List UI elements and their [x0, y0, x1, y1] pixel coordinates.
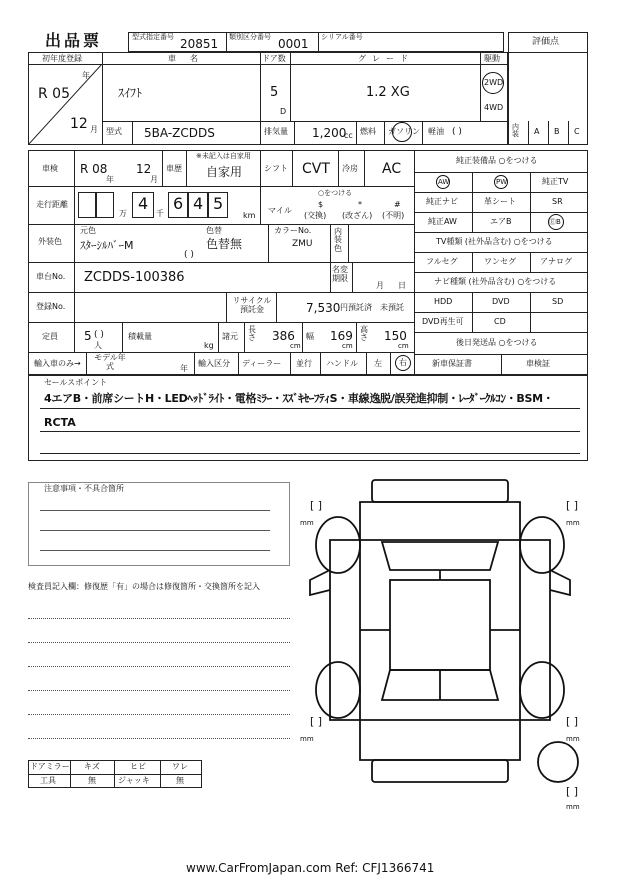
recycle-status2: 未預託 [380, 303, 404, 312]
equip-aw: AW [438, 178, 450, 186]
equip-airbag: エアB [490, 217, 512, 226]
meter-opt1: (交換) [304, 211, 327, 220]
tire-bracket-spare: [ ] [566, 785, 579, 798]
wheel-front-right [520, 517, 564, 573]
meter-circle-note: ○をつける [318, 189, 353, 197]
car-mirror-right [550, 570, 570, 595]
equip-genuine-aw: 純正AW [428, 217, 457, 226]
fuel-value: ガソリン [388, 127, 420, 136]
sales-points-line2: RCTA [44, 416, 76, 429]
import-type-label: 輸入区分 [198, 359, 230, 368]
equip-sr: SR [552, 197, 563, 206]
diagonal-divider [28, 64, 102, 145]
drive-2wd: 2WD [484, 78, 504, 87]
history-note: ※未記入は自家用 [196, 152, 251, 160]
car-mirror-left [310, 570, 330, 595]
defects-box [28, 482, 290, 566]
inspection-year: R 08 [80, 162, 108, 176]
items-value-jack: ジャッキ [118, 776, 150, 785]
model-year-unit: 年 [180, 364, 188, 373]
navi-cd: CD [494, 317, 506, 326]
items-header-break: ワレ [172, 762, 188, 771]
defects-label: 注意事項・不具合箇所 [44, 484, 124, 493]
sales-points-label: セールスポイント [44, 378, 108, 387]
equip-eb: ⒺB [549, 218, 561, 226]
parallel-label: 並行 [296, 359, 312, 368]
ac-value: AC [382, 161, 402, 177]
navi-sd: SD [552, 297, 564, 306]
tire-bracket-fl: [ ] [310, 499, 323, 512]
width-unit: cm [342, 342, 353, 350]
sales-points-box [28, 375, 588, 461]
tv-type-label: TV種類 (社外品含む) ○をつける [436, 237, 553, 246]
year-unit: 年 [82, 71, 90, 80]
mileage-digit-box-2 [96, 192, 114, 218]
items-value-tools-state: 無 [88, 776, 96, 785]
class-label: 類別区分番号 [229, 33, 271, 41]
color-code-value: ZMU [292, 239, 313, 249]
sales-points-line1: 4エアB・前席シートH・LEDﾍｯﾄﾞﾗｲﾄ・電格ﾐﾗｰ・ｽｽﾞｷｾｰﾌﾃｨS・車線逸脱/誤発進抑制・ﾚｰﾀﾞｰｸﾙｺﾝ・BSM・ [44, 392, 554, 405]
mileage-digit-box-1 [78, 192, 96, 218]
color-change-value: 色替無 [206, 237, 243, 251]
mileage-km-unit: km [243, 211, 256, 220]
tire-bracket-fr: [ ] [566, 499, 579, 512]
equip-pw: PW [496, 178, 508, 186]
right-label: 右 [399, 358, 407, 367]
items-value-jack-state: 無 [176, 776, 184, 785]
meter-opt2: (改ざん) [342, 211, 373, 220]
doors-suffix: D [280, 107, 287, 116]
capacity-paren: ( ) [94, 330, 104, 340]
model-value: 5BA-ZCDDS [144, 126, 215, 140]
height-label: 高さ [360, 325, 368, 343]
car-diagram [290, 470, 590, 810]
inspection-month-unit: 月 [150, 175, 158, 184]
height-value: 150 [384, 329, 407, 343]
orig-color-label: 元色 [80, 226, 96, 235]
interior-label: 内装 [512, 123, 519, 138]
meter-opt1-sym: $ [318, 200, 324, 209]
displacement-unit: cc [344, 131, 353, 140]
genuine-label: 純正装備品 ○をつける [456, 156, 538, 165]
model-spec-label: 型式指定番号 [132, 33, 174, 41]
items-header-crack: ヒビ [130, 762, 146, 771]
capacity-unit: 人 [94, 341, 102, 350]
wheel-rear-left [316, 662, 360, 718]
spare-wheel [538, 742, 578, 782]
meter-opt3-sym: # [394, 200, 401, 209]
later-inspection-cert: 車検証 [526, 359, 550, 368]
drive-label: 駆動 [484, 54, 500, 63]
left-label: 左 [374, 359, 382, 368]
displacement-label: 排気量 [264, 127, 288, 136]
navi-dvd: DVD [492, 297, 510, 306]
color-no-label: 色替 [206, 226, 222, 235]
tv-oneseg: ワンセグ [484, 257, 516, 266]
tire-bracket-rr: [ ] [566, 715, 579, 728]
chassis-label: 車台No. [36, 272, 66, 281]
rating-label: 評価点 [532, 37, 560, 47]
mileage-digit-1: 4 [138, 194, 149, 213]
dealer-label: ディーラー [242, 359, 282, 368]
name-change-day: 日 [398, 281, 406, 290]
tire-unit-fr: mm [566, 519, 580, 527]
first-reg-label: 初年度登録 [42, 54, 82, 63]
shift-value: CVT [302, 161, 330, 177]
name-change-month: 月 [376, 281, 384, 290]
tire-unit-fl: mm [300, 519, 314, 527]
mileage-man-unit: 万 [119, 209, 127, 218]
model-label: 型式 [106, 127, 122, 136]
equip-genuine-navi: 純正ナビ [426, 197, 458, 206]
mileage-digit-2: 6 [173, 194, 184, 213]
inspection-year-unit: 年 [106, 175, 114, 184]
car-windshield [382, 542, 498, 570]
load-label: 積載量 [128, 332, 152, 341]
color-value: ｽﾀｰｼﾙﾊﾞｰM [80, 239, 134, 252]
mileage-digit-3: 4 [193, 194, 204, 213]
fuel-label: 燃料 [360, 127, 376, 136]
later-warranty: 新車保証書 [432, 359, 472, 368]
color-paren: ( ) [184, 250, 194, 260]
history-label: 車歴 [166, 164, 182, 173]
meter-opt2-sym: * [358, 200, 362, 209]
class-value: 0001 [278, 37, 309, 51]
shift-label: シフト [264, 164, 288, 173]
tire-unit-spare: mm [566, 803, 580, 811]
car-body-left [330, 540, 360, 720]
handle-label: ハンドル [326, 359, 358, 368]
fuel-paren: ( ) [452, 127, 462, 137]
chassis-value: ZCDDS-100386 [84, 270, 185, 285]
interior-grade-c: C [574, 127, 580, 136]
navi-dvd-play: DVD再生可 [422, 317, 464, 326]
interior-grade-a: A [534, 127, 540, 136]
doors-label: ドア数 [262, 54, 286, 63]
height-unit: cm [398, 342, 409, 350]
serial-label: シリアル番号 [321, 33, 363, 41]
mileage-digit-4: 5 [213, 194, 224, 213]
inspection-month: 12 [136, 162, 152, 176]
items-value-tools: 工具 [40, 776, 56, 785]
ac-label: 冷房 [342, 164, 358, 173]
inspection-label: 車検 [42, 164, 58, 173]
first-reg-year: R 05 [38, 86, 70, 102]
grade-value: 1.2 XG [366, 85, 410, 100]
import-label: 輸入車のみ→ [34, 359, 81, 368]
items-header-scratch: キズ [84, 762, 100, 771]
color-code-label: カラーNo. [274, 226, 312, 235]
tire-unit-rl: mm [300, 735, 314, 743]
length-unit: cm [290, 342, 301, 350]
length-value: 386 [272, 329, 295, 343]
displacement-value: 1,200 [312, 126, 347, 140]
car-name-label: 車名 [168, 54, 212, 63]
footer-watermark: www.CarFromJapan.com Ref: CFJ1366741 [186, 861, 435, 875]
equip-genuine-tv: 純正TV [542, 177, 569, 186]
tire-unit-rr: mm [566, 735, 580, 743]
history-value: 自家用 [206, 165, 243, 179]
car-name-value: ｽｲﾌﾄ [118, 86, 143, 100]
navi-type-label: ナビ種類 (社外品含む) ○をつける [434, 277, 557, 286]
light-oil-label: 軽油 [428, 127, 444, 136]
dims-label: 諸元 [222, 332, 238, 341]
month-unit: 月 [90, 125, 98, 134]
navi-hdd: HDD [434, 297, 453, 306]
capacity-value: 5 [84, 329, 92, 343]
car-roof-top [372, 480, 508, 502]
capacity-label: 定員 [42, 332, 58, 341]
tire-bracket-rl: [ ] [310, 715, 323, 728]
width-value: 169 [330, 329, 353, 343]
mileage-sen-unit: 千 [156, 209, 164, 218]
car-rear-bumper [372, 760, 508, 782]
reg-no-label: 登録No. [36, 302, 66, 311]
doors-value: 5 [270, 85, 279, 100]
wheel-rear-right [520, 662, 564, 718]
later-label: 後日発送品 ○をつける [456, 338, 538, 347]
length-label: 長さ [248, 325, 256, 343]
name-change-label: 名変期限 [332, 265, 348, 283]
meter-opt3: (不明) [382, 211, 405, 220]
color-label: 外装色 [38, 237, 62, 246]
items-header-mirror: ドアミラー [30, 762, 70, 771]
inspector-label: 検査員記入欄：修復歴「有」の場合は修復箇所・交換箇所を記入 [28, 582, 260, 591]
model-spec-value: 20851 [180, 37, 219, 51]
equip-leather-seat: 革シート [484, 197, 516, 206]
grade-label: グレード [358, 54, 414, 63]
mileage-label: 走行距離 [36, 200, 68, 209]
tv-fullseg: フルセグ [426, 257, 458, 266]
meter-label: マイル [268, 206, 292, 215]
car-body-right [520, 540, 550, 720]
car-hood [360, 502, 520, 540]
wheel-front-left [316, 517, 360, 573]
tv-analog: アナログ [540, 257, 572, 266]
first-reg-month: 12 [70, 116, 88, 132]
drive-4wd: 4WD [484, 103, 504, 112]
car-trunk [360, 720, 520, 760]
recycle-status1: 円預託済 [340, 303, 372, 312]
width-label: 幅 [306, 332, 314, 341]
model-year-label: モデル年式 [94, 353, 126, 371]
recycle-label: リサイクル預託金 [232, 296, 272, 315]
interior-grade-b: B [554, 127, 560, 136]
load-unit: kg [204, 341, 214, 350]
car-roof [390, 580, 490, 670]
recycle-value: 7,530 [306, 301, 341, 315]
interior-color-label: 内装色 [334, 227, 342, 253]
page-title: 出品票 [45, 31, 103, 50]
